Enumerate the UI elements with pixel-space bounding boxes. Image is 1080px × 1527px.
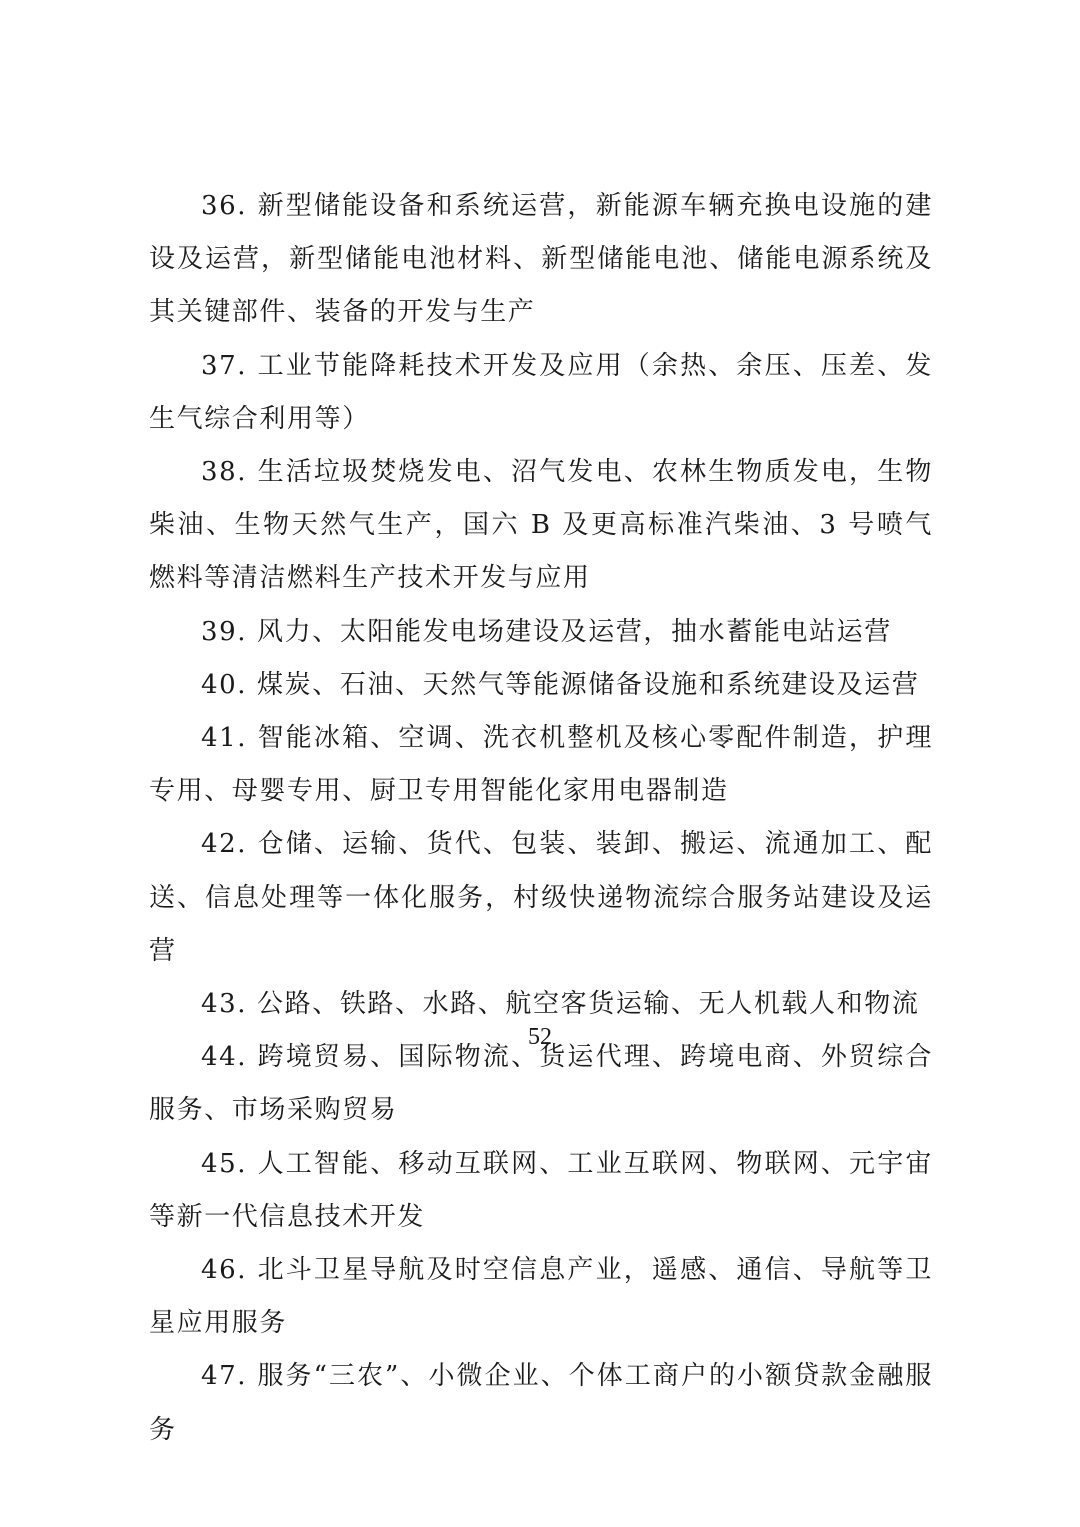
- item-text: 人工智能、移动互联网、工业互联网、物联网、元宇宙等新一代信息技术开发: [149, 1148, 933, 1232]
- item-text: 生活垃圾焚烧发电、沼气发电、农林生物质发电，生物柴油、生物天然气生产，国六 B 及更高标准汽柴油、3 号喷气燃料等清洁燃料生产技术开发与应用: [149, 457, 933, 594]
- list-content: [149, 180, 933, 1457]
- item-number: 39.: [201, 616, 248, 647]
- list-item-38: [149, 446, 933, 606]
- item-number: 46.: [201, 1255, 248, 1286]
- item-text: 工业节能降耗技术开发及应用（余热、余压、压差、发生气综合利用等）: [149, 350, 933, 434]
- item-text: 北斗卫星导航及时空信息产业，遥感、通信、导航等卫星应用服务: [149, 1255, 933, 1339]
- list-item-42: [149, 818, 933, 978]
- item-text: 公路、铁路、水路、航空客货运输、无人机载人和物流: [257, 989, 920, 1020]
- list-item-37: [149, 340, 933, 446]
- item-number: 40.: [201, 669, 248, 700]
- item-number: 45.: [201, 1148, 248, 1179]
- list-item-45: [149, 1138, 933, 1244]
- item-text: 智能冰箱、空调、洗衣机整机及核心零配件制造，护理专用、母婴专用、厨卫专用智能化家用电器制造: [149, 723, 933, 807]
- list-item-36: [149, 180, 933, 340]
- item-number: 38.: [201, 457, 248, 488]
- item-number: 43.: [201, 989, 248, 1020]
- item-number: 37.: [201, 350, 248, 381]
- item-number: 47.: [201, 1361, 248, 1392]
- item-number: 42.: [201, 829, 248, 860]
- page-number: 52: [528, 1024, 552, 1050]
- list-item-40: [149, 659, 933, 712]
- list-item-46: [149, 1244, 933, 1350]
- list-item-47: [149, 1350, 933, 1456]
- list-item-41: [149, 712, 933, 818]
- item-text: 仓储、运输、货代、包装、装卸、搬运、流通加工、配送、信息处理等一体化服务，村级快递物流综合服务站建设及运营: [149, 829, 933, 966]
- item-number: 36.: [201, 191, 248, 221]
- item-text: 风力、太阳能发电场建设及运营，抽水蓄能电站运营: [257, 616, 892, 647]
- item-text: 煤炭、石油、天然气等能源储备设施和系统建设及运营: [257, 669, 920, 700]
- list-item-39: [149, 606, 933, 659]
- item-text: 新型储能设备和系统运营，新能源车辆充换电设施的建设及运营，新型储能电池材料、新型储能电池、储能电源系统及其关键部件、装备的开发与生产: [149, 191, 933, 328]
- item-text: 服务“三农”、小微企业、个体工商户的小额贷款金融服务: [149, 1361, 933, 1445]
- item-number: 41.: [201, 723, 248, 754]
- item-text: 跨境贸易、国际物流、货运代理、跨境电商、外贸综合服务、市场采购贸易: [149, 1042, 933, 1126]
- item-number: 44.: [201, 1042, 248, 1073]
